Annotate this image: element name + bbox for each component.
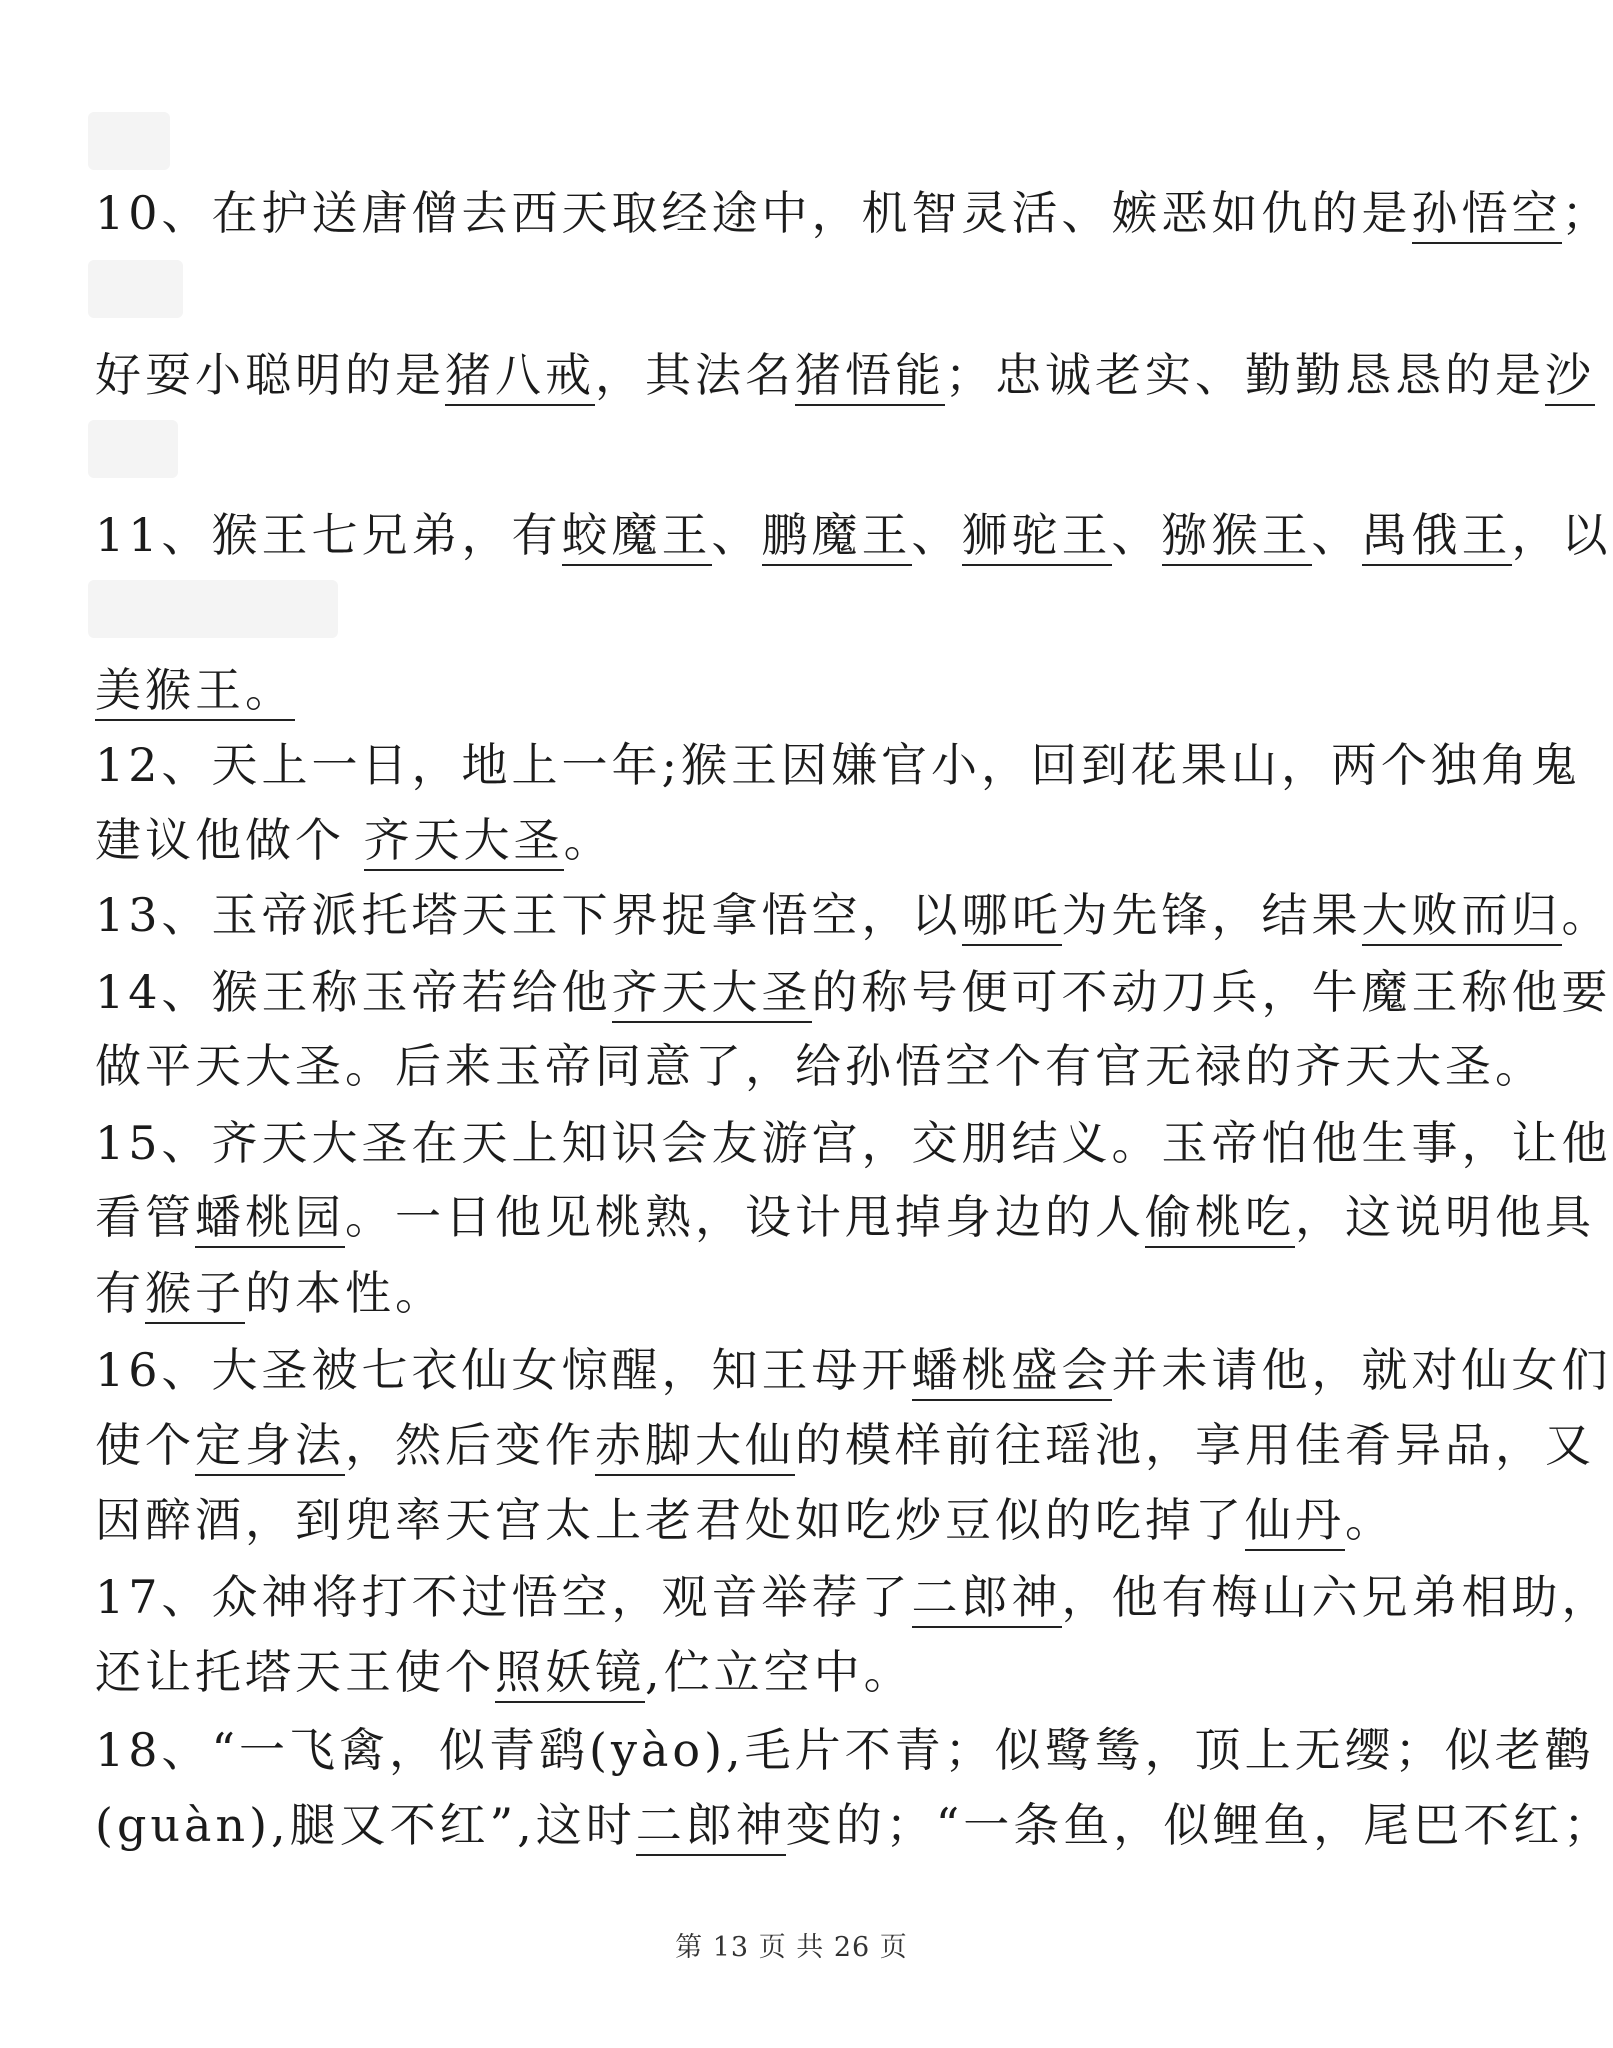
line-text: 看管	[95, 1190, 195, 1244]
line-text: 10、在护送唐僧去西天取经途中，机智灵活、嫉恶如仇的是	[95, 186, 1412, 240]
line-text: 建议他做个	[95, 813, 364, 867]
underlined-answer: 猴子	[145, 1266, 245, 1324]
underlined-answer: 赤脚大仙	[595, 1418, 795, 1476]
line-text: 为先锋，结果	[1061, 888, 1362, 942]
underlined-answer: 大败而归	[1362, 888, 1562, 946]
page-footer: 第 13 页 共 26 页	[675, 1932, 908, 1963]
underlined-answer: 沙	[1545, 348, 1595, 406]
line-text: 。	[1561, 888, 1612, 942]
line-text: 13、玉帝派托塔天王下界捉拿悟空，以	[95, 888, 962, 942]
underlined-answer: 蛟魔王	[562, 508, 712, 566]
line-text: 18、“一飞禽，似青鹞(yào),毛片不青；似鹭鸶，顶上无缨；似老鹳	[95, 1723, 1595, 1777]
line-text: ；忠诚老实、勤勤恳恳的是	[945, 348, 1545, 402]
line-text: 17、众神将打不过悟空，观音举荐了	[95, 1570, 912, 1624]
text-line	[95, 1720, 1595, 1780]
text-line	[95, 660, 1495, 720]
underlined-answer: 哪吒	[962, 888, 1062, 946]
line-text: 12、天上一日，地上一年;猴王因嫌官小，回到花果山，两个独角鬼	[95, 738, 1582, 792]
line-text: 。	[1345, 1493, 1395, 1547]
text-line	[95, 1795, 1613, 1855]
line-text: 有	[95, 1266, 145, 1320]
line-text: ；	[1561, 186, 1612, 240]
text-line	[95, 1340, 1612, 1400]
line-text: 、	[1111, 508, 1162, 562]
line-text: (guàn),腿又不红”,这时	[95, 1798, 636, 1852]
smudge-mark	[88, 420, 178, 478]
underlined-answer: 二郎神	[912, 1570, 1062, 1628]
underlined-answer: 禺俄王	[1362, 508, 1512, 566]
line-text: 的本性。	[245, 1266, 445, 1320]
text-line	[95, 1263, 1495, 1323]
underlined-answer: 蟠桃园	[195, 1190, 345, 1248]
line-text: 还让托塔天王使个	[95, 1645, 495, 1699]
smudge-mark	[88, 580, 338, 638]
underlined-answer: 鹏魔王	[762, 508, 912, 566]
line-text: ，其法名	[595, 348, 795, 402]
line-text: 做平天大圣。后来玉帝同意了，给孙悟空个有官无禄的齐天大圣。	[95, 1039, 1545, 1093]
line-text: 16、大圣被七衣仙女惊醒，知王母开	[95, 1343, 912, 1397]
text-line	[95, 885, 1612, 945]
line-text: 变的；“一条鱼，似鲤鱼，尾巴不红；	[785, 1798, 1613, 1852]
underlined-answer: 二郎神	[636, 1798, 786, 1856]
line-text: ，以	[1511, 508, 1612, 562]
text-line	[95, 1490, 1495, 1550]
underlined-answer: 狮驼王	[962, 508, 1112, 566]
text-line	[95, 1187, 1595, 1247]
underlined-answer: 猪悟能	[795, 348, 945, 406]
line-text: ，他有梅山六兄弟相助，	[1061, 1570, 1612, 1624]
line-text: 好耍小聪明的是	[95, 348, 445, 402]
text-line	[95, 1415, 1595, 1475]
text-line	[95, 505, 1612, 565]
underlined-answer: 齐天大圣	[612, 965, 812, 1023]
text-line	[95, 1036, 1545, 1096]
line-text: 11、猴王七兄弟，有	[95, 508, 562, 562]
text-line	[95, 810, 1495, 870]
underlined-answer: 孙悟空	[1412, 186, 1562, 244]
line-text: 使个	[95, 1418, 195, 1472]
text-line	[95, 1642, 1495, 1702]
line-text: 14、猴王称玉帝若给他	[95, 965, 612, 1019]
underlined-answer: 偷桃吃	[1145, 1190, 1295, 1248]
line-text: ，这说明他具	[1295, 1190, 1595, 1244]
text-line	[95, 345, 1595, 405]
text-line	[95, 1113, 1612, 1173]
text-line	[95, 1567, 1612, 1627]
underlined-answer: 照妖镜	[495, 1645, 645, 1703]
line-text: 的称号便可不动刀兵，牛魔王称他要	[811, 965, 1612, 1019]
line-text: 、	[1311, 508, 1362, 562]
line-text: ,伫立空中。	[645, 1645, 914, 1699]
line-text: 。	[563, 813, 614, 867]
text-line	[95, 735, 1582, 795]
smudge-mark	[88, 112, 170, 170]
line-text: 、	[911, 508, 962, 562]
underlined-answer: 猪八戒	[445, 348, 595, 406]
line-text: 、	[711, 508, 762, 562]
line-text: 。一日他见桃熟，设计甩掉身边的人	[345, 1190, 1145, 1244]
text-line	[95, 183, 1612, 243]
underlined-answer: 定身法	[195, 1418, 345, 1476]
underlined-answer: 美猴王。	[95, 663, 295, 721]
line-text: 的模样前往瑶池，享用佳肴异品，又	[795, 1418, 1595, 1472]
line-text: 并未请他，就对仙女们	[1111, 1343, 1612, 1397]
line-text: 因醉酒，到兜率天宫太上老君处如吃炒豆似的吃掉了	[95, 1493, 1245, 1547]
underlined-answer: 仙丹	[1245, 1493, 1345, 1551]
underlined-answer: 蟠桃盛会	[912, 1343, 1112, 1401]
underlined-answer: 猕猴王	[1162, 508, 1312, 566]
line-text: 15、齐天大圣在天上知识会友游宫，交朋结义。玉帝怕他生事，让他	[95, 1116, 1612, 1170]
line-text: ，然后变作	[345, 1418, 595, 1472]
text-line	[95, 962, 1612, 1022]
smudge-mark	[88, 260, 183, 318]
underlined-answer: 齐天大圣	[364, 813, 564, 871]
